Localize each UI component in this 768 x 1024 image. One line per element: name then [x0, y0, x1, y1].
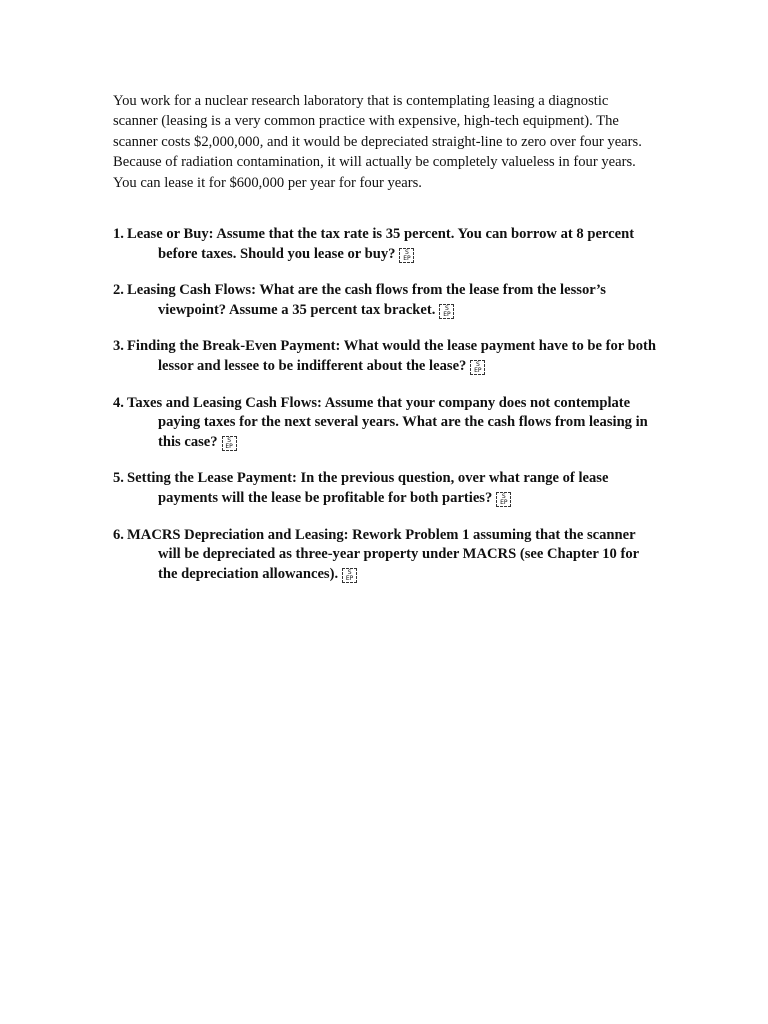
sep-glyph-icon: S EP [439, 304, 454, 319]
question-text: Lease or Buy: Assume that the tax rate is 35 percent. You can borrow at 8 percent before taxes. Should you lease or buy? [127, 226, 635, 262]
question-text: Finding the Break-Even Payment: What would the lease payment have to be for both lessor and lessee to be indifferent about the lease? [127, 338, 657, 374]
question-item-3 [113, 337, 658, 376]
question-item-1 [113, 225, 658, 264]
question-list [113, 225, 658, 601]
question-text: MACRS Depreciation and Leasing: Rework Problem 1 assuming that the scanner will be depreciated as three-year property under MACRS (see Chapter 10 for the depreciation allowances). [127, 526, 639, 582]
sep-glyph-icon: S EP [342, 568, 357, 583]
question-text: Leasing Cash Flows: What are the cash flows from the lease from the lessor’s viewpoint? Assume a 35 percent tax bracket. [127, 282, 606, 318]
sep-glyph-icon: S EP [222, 436, 237, 451]
question-number: 1. [113, 226, 124, 242]
question-number: 5. [113, 470, 124, 487]
question-item-2 [113, 281, 658, 320]
question-number: 6. [113, 526, 124, 543]
intro-paragraph: You work for a nuclear research laboratory that is contemplating leasing a diagnostic scanner (leasing is a very common practice with expensive, high-tech equipment). The scanner costs $2,000,000, and it would be depreciated straight-line to zero over four years. Because of radiation contamination, it will actually be completely valueless in four years. You can lease it for $600,000 per year for four years. [113, 93, 642, 191]
question-item-5 [113, 469, 658, 508]
sep-glyph-icon: S EP [470, 360, 485, 375]
question-item-6 [113, 526, 658, 585]
sep-glyph-icon: S EP [496, 492, 511, 507]
question-item-4 [113, 394, 658, 453]
question-number: 4. [113, 394, 124, 411]
question-text: Setting the Lease Payment: In the previous question, over what range of lease payments will the lease be profitable for both parties? [127, 470, 609, 506]
sep-glyph-icon: S EP [399, 248, 414, 263]
question-text: Taxes and Leasing Cash Flows: Assume that your company does not contemplate paying taxes for the next several years. What are the cash flows from leasing in this case? [127, 394, 648, 450]
question-number: 2. [113, 282, 124, 299]
question-number: 3. [113, 338, 124, 355]
